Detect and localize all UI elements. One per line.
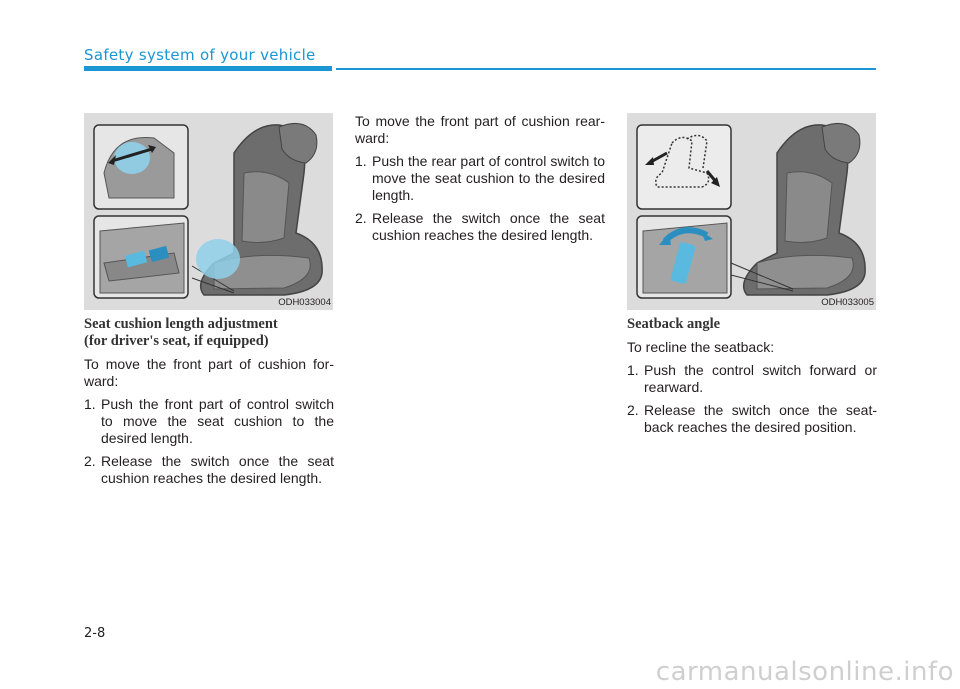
step-number: 2.: [355, 210, 367, 226]
list-item: [84, 453, 334, 487]
seat-cushion-length-illustration: [84, 113, 333, 310]
step-text: Push the control switch forward or rearward.: [644, 362, 877, 395]
list-item: [627, 402, 877, 436]
steps-list: [627, 362, 877, 436]
step-number: 1.: [84, 396, 96, 412]
header-rule-thick: [84, 66, 332, 71]
step-text: Release the switch once the seat cushion reaches the desired length.: [101, 453, 334, 486]
step-number: 1.: [627, 362, 639, 378]
list-item: [84, 396, 334, 447]
section-heading: [84, 316, 334, 350]
list-item: [355, 210, 605, 244]
step-text: Push the rear part of control switch to move the seat cushion to the desired length.: [372, 153, 605, 203]
header-rule-thin: [336, 68, 876, 70]
heading-line-2: (for driver's seat, if equipped): [84, 333, 269, 349]
step-number: 2.: [84, 453, 96, 469]
step-text: Release the switch once the seat-back reaches the desired position.: [644, 402, 877, 435]
step-text: Release the switch once the seat cushion reaches the desired length.: [372, 210, 605, 243]
heading-line-1: Seat cushion length adjustment: [84, 316, 278, 332]
step-number: 2.: [627, 402, 639, 418]
figure-seat-cushion-length: [84, 113, 333, 310]
section-heading: Seatback angle: [627, 316, 721, 332]
figure-seatback-angle: [627, 113, 876, 310]
page-number: 2-8: [84, 626, 106, 641]
intro-paragraph: To recline the seatback:: [627, 339, 775, 355]
list-item: [355, 153, 605, 204]
figure-code: ODH033005: [821, 297, 874, 308]
watermark: carmanualsonline.info: [655, 657, 954, 687]
intro-paragraph: To move the front part of cushion for-ward:: [84, 356, 334, 389]
intro-paragraph: To move the front part of cushion rear-ward:: [355, 113, 605, 146]
step-number: 1.: [355, 153, 367, 169]
left-column: [84, 316, 334, 493]
step-text: Push the front part of control switch to move the seat cushion to the desired length.: [101, 396, 334, 446]
list-item: [627, 362, 877, 396]
section-title: Safety system of your vehicle: [84, 46, 316, 64]
figure-code: ODH033004: [278, 297, 331, 308]
steps-list: [84, 396, 334, 487]
seatback-angle-illustration: [627, 113, 876, 310]
middle-column: [355, 113, 605, 250]
right-column: [627, 316, 877, 442]
steps-list: [355, 153, 605, 244]
